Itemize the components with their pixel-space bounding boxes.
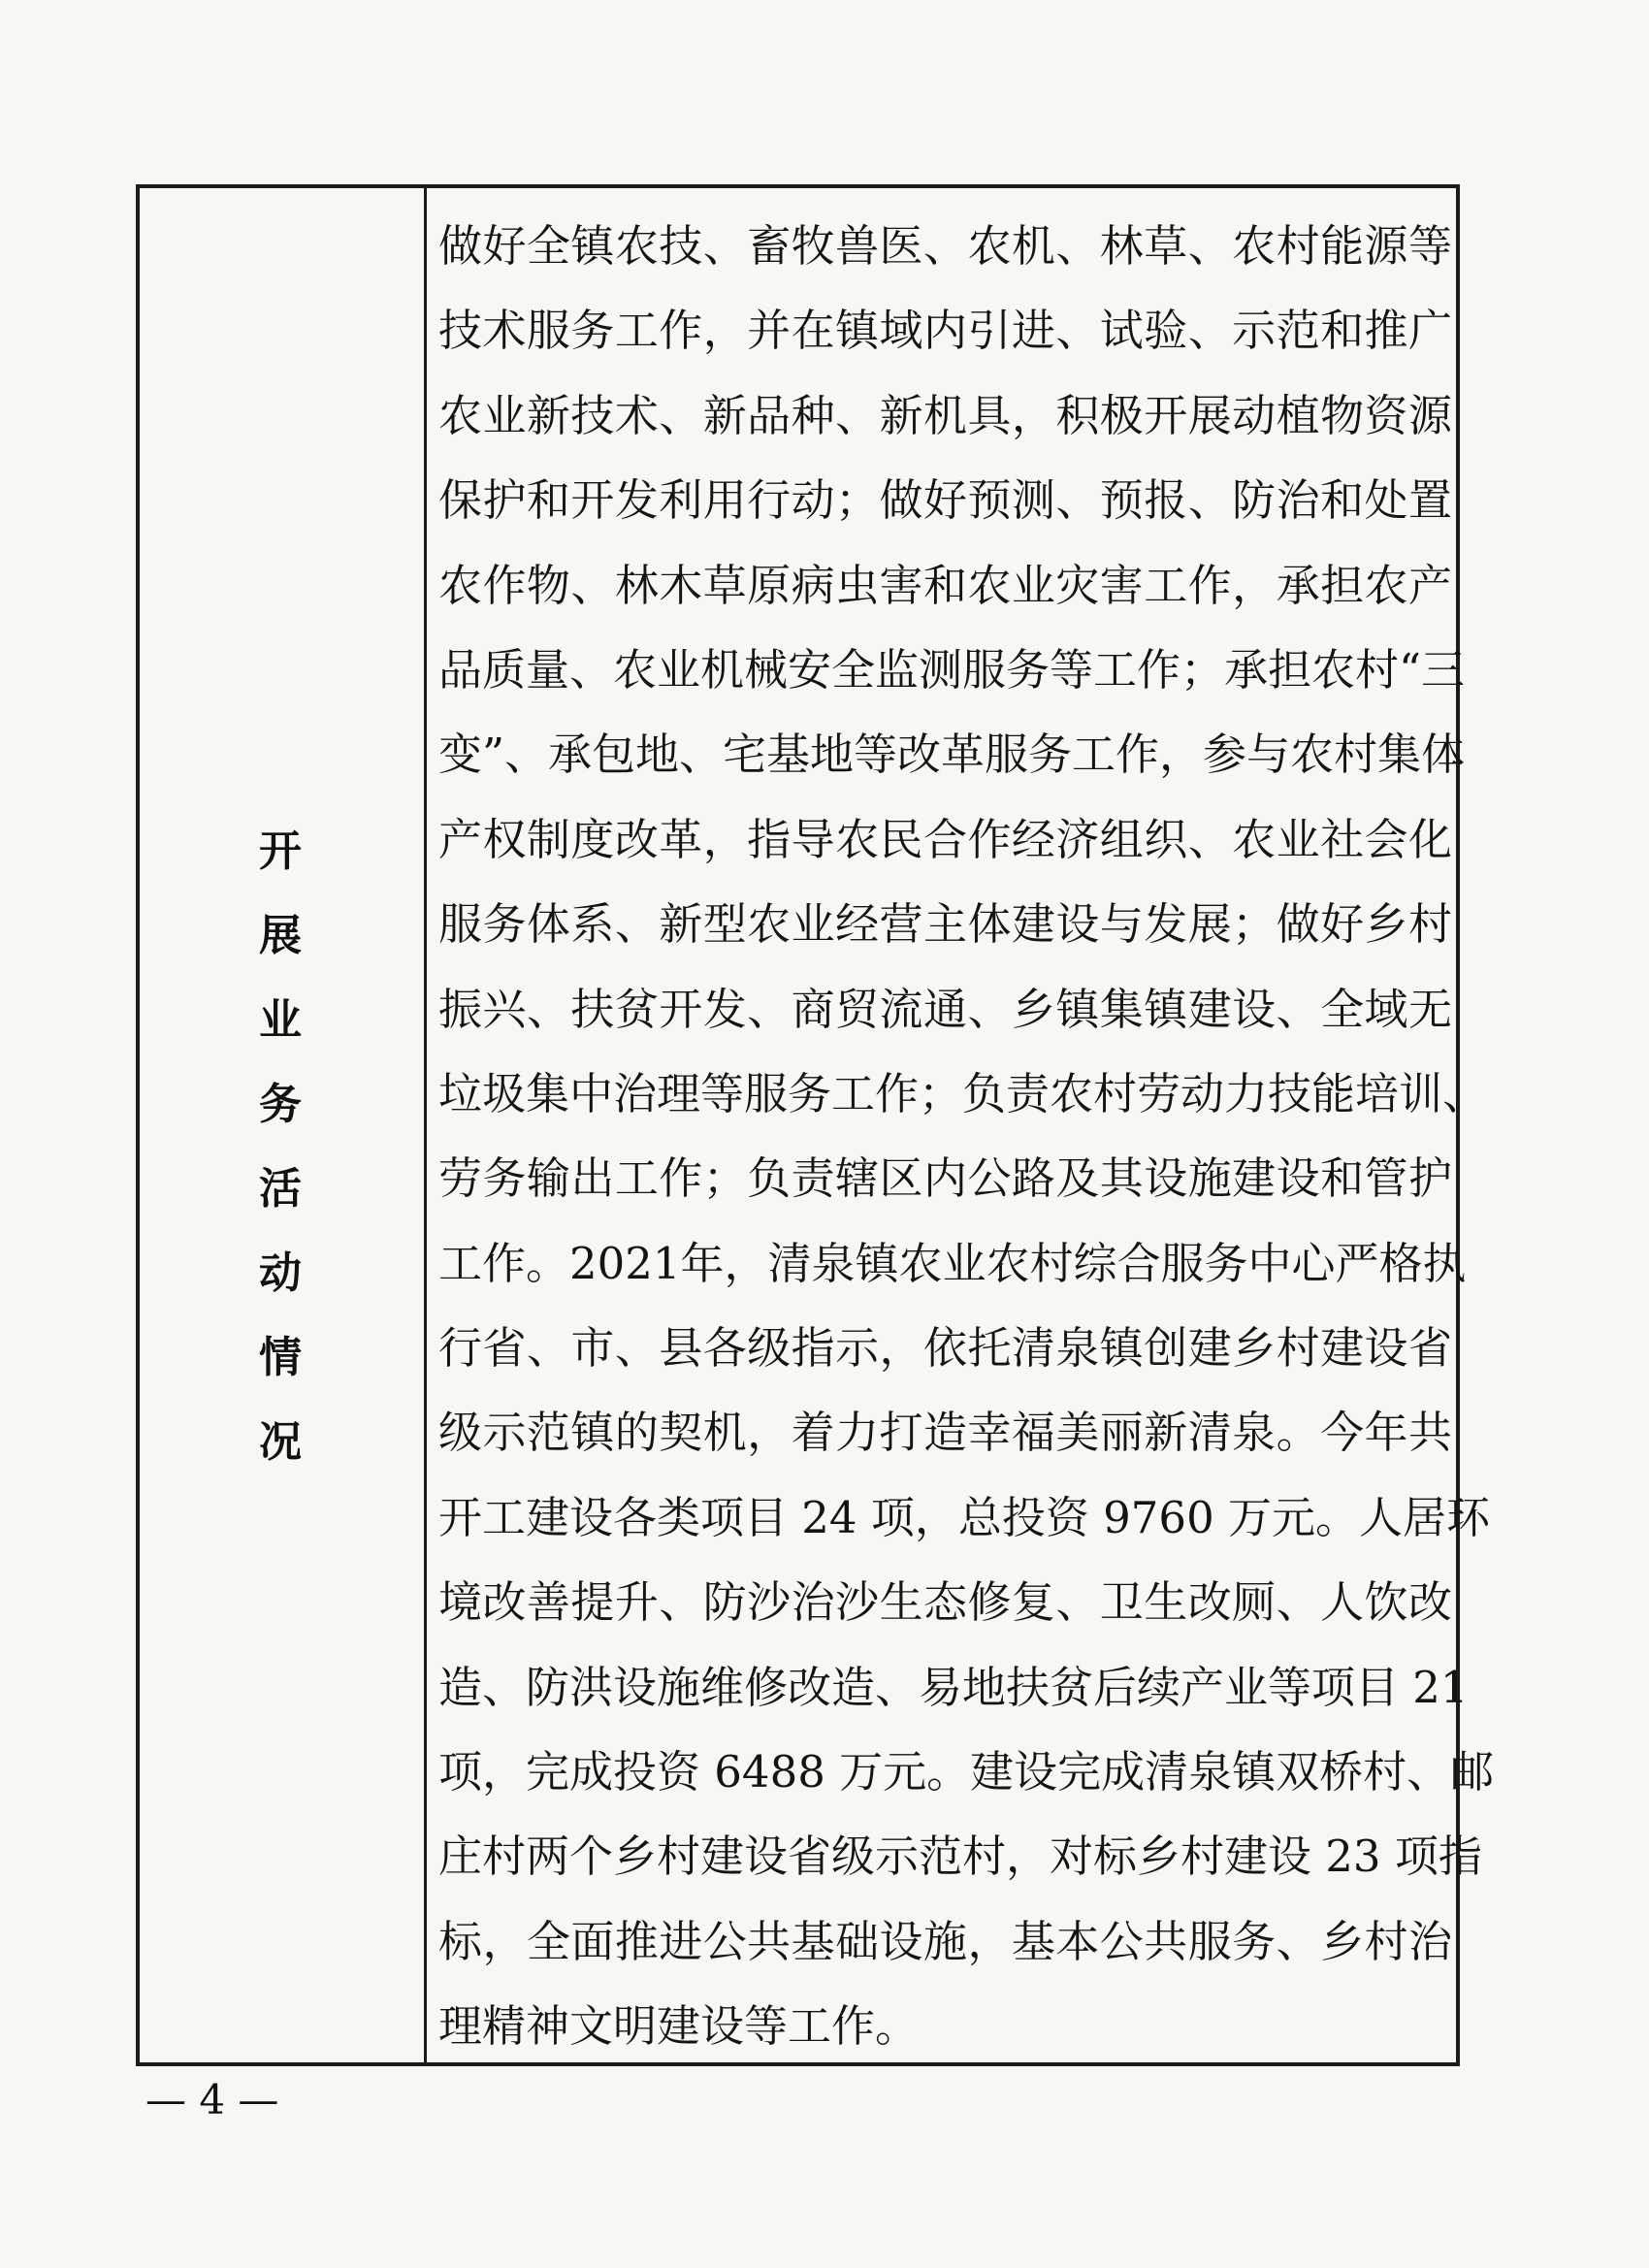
content-line: 理精神文明建设等工作。 (438, 2000, 920, 2053)
content-line: 垃圾集中治理等服务工作；负责农村劳动力技能培训、 (438, 1067, 1487, 1119)
content-line: 劳务输出工作；负责辖区内公路及其设施建设和管护 (438, 1152, 1452, 1205)
content-line: 产权制度改革，指导农民合作经济组织、农业社会化 (438, 813, 1452, 865)
content-line: 造、防洪设施维修改造、易地扶贫后续产业等项目 21 (438, 1661, 1469, 1713)
label-char: 业 (259, 995, 302, 1045)
content-line: 农作物、林木草原病虫害和农业灾害工作，承担农产 (438, 559, 1452, 611)
content-cell (438, 204, 1495, 2069)
content-line: 级示范镇的契机，着力打造幸福美丽新清泉。今年共 (438, 1407, 1452, 1459)
info-table (136, 184, 1495, 2066)
label-char: 动 (259, 1248, 302, 1298)
label-char: 开 (259, 826, 302, 876)
label-char: 务 (259, 1080, 302, 1129)
section-label (246, 809, 314, 1484)
content-line: 变”、承包地、宅基地等改革服务工作，参与农村集体 (438, 729, 1466, 781)
content-line: 做好全镇农技、畜牧兽医、农机、林草、农村能源等 (438, 220, 1452, 272)
content-line: 服务体系、新型农业经营主体建设与发展；做好乡村 (438, 898, 1452, 951)
content-line: 技术服务工作，并在镇域内引进、试验、示范和推广 (438, 305, 1452, 357)
page-number: — 4 — (146, 2076, 279, 2123)
label-char: 活 (259, 1164, 302, 1214)
content-line: 行省、市、县各级指示，依托清泉镇创建乡村建设省 (438, 1322, 1452, 1375)
label-char: 况 (259, 1417, 302, 1467)
content-line: 振兴、扶贫开发、商贸流通、乡镇集镇建设、全域无 (438, 983, 1452, 1035)
content-line: 庄村两个乡村建设省级示范村，对标乡村建设 23 项指 (438, 1831, 1482, 1883)
content-line: 农业新技术、新品种、新机具，积极开展动植物资源 (438, 389, 1452, 441)
label-column (140, 188, 424, 2062)
label-char: 情 (259, 1333, 302, 1382)
label-char: 展 (259, 911, 302, 960)
content-line: 工作。2021年，清泉镇农业农村综合服务中心严格执 (438, 1237, 1467, 1289)
content-line: 开工建设各类项目 24 项，总投资 9760 万元。人居环 (438, 1491, 1491, 1543)
content-line: 境改善提升、防沙治沙生态修复、卫生改厕、人饮改 (438, 1576, 1452, 1629)
content-line: 项，完成投资 6488 万元。建设完成清泉镇双桥村、邮 (438, 1746, 1495, 1798)
column-divider (424, 188, 427, 2062)
content-line: 标，全面推进公共基础设施，基本公共服务、乡村治 (438, 1915, 1452, 1967)
content-line: 保护和开发利用行动；做好预测、预报、防治和处置 (438, 474, 1452, 527)
content-line: 品质量、农业机械安全监测服务等工作；承担农村“三 (438, 643, 1466, 696)
